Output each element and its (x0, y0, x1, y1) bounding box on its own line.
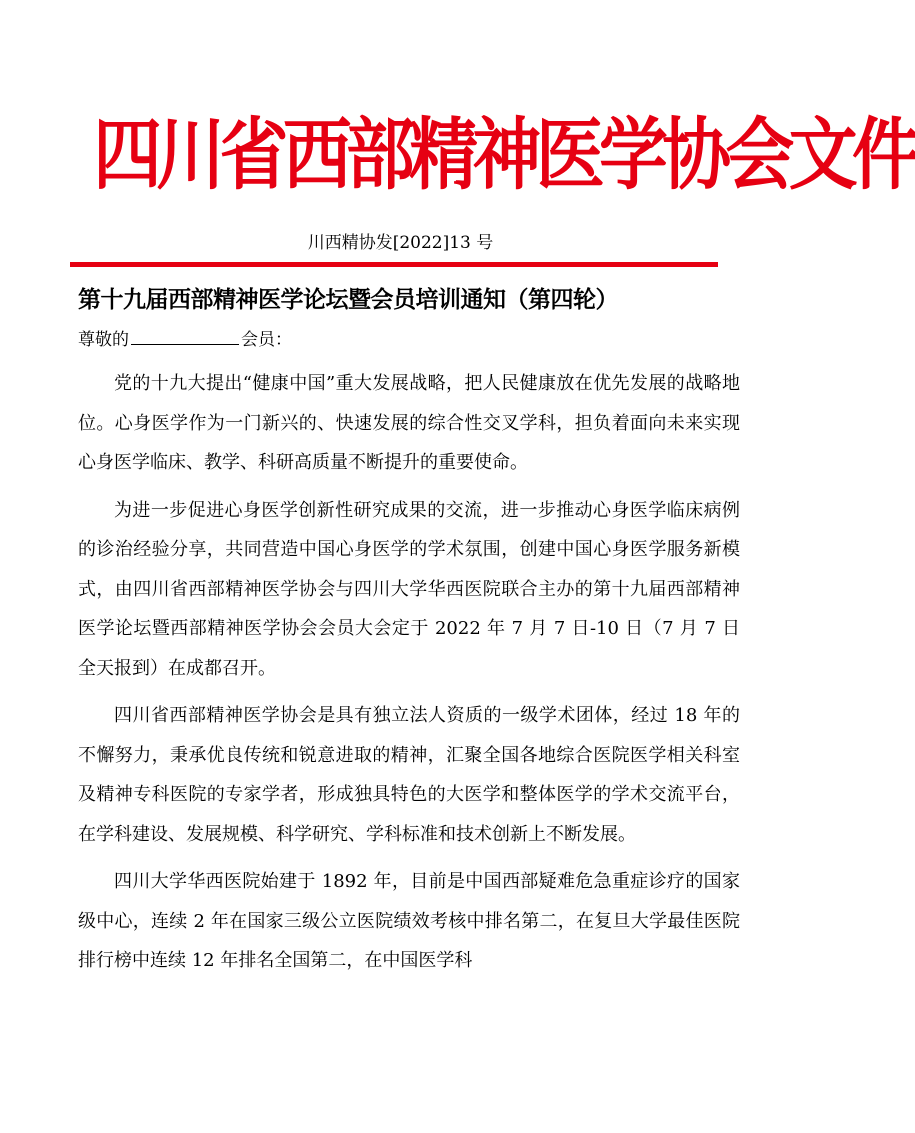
masthead-title: 四川省西部精神医学协会文件 (93, 109, 915, 201)
notice-body (78, 364, 740, 989)
greeting-prefix: 尊敬的 (78, 330, 129, 350)
greeting-line (78, 325, 292, 350)
body-paragraph: 党的十九大提出“健康中国”重大发展战略，把人民健康放在优先发展的战略地位。心身医学作为一门新兴的、快速发展的综合性交叉学科，担负着面向未来实现心身医学临床、教学、科研高质量不断提升的重要使命。 (78, 373, 740, 473)
red-divider (70, 262, 718, 267)
body-paragraph: 为进一步促进心身医学创新性研究成果的交流，进一步推动心身医学临床病例的诊治经验分享，共同营造中国心身医学的学术氛围，创建中国心身医学服务新模式，由四川省西部精神医学协会与四川大学华西医院联合主办的第十九届西部精神医学论坛暨西部精神医学协会会员大会定于 2022 年 7 月 7 日-10 日（7 月 7 日全天报到）在成都召开。 (78, 499, 740, 679)
body-paragraph: 四川大学华西医院始建于 1892 年，目前是中国西部疑难危急重症诊疗的国家级中心，连续 2 年在国家三级公立医院绩效考核中排名第二，在复旦大学最佳医院排行榜中连续 12 年排名全国第二，在中国医学科 (78, 871, 740, 971)
body-paragraph: 四川省西部精神医学协会是具有独立法人资质的一级学术团体，经过 18 年的不懈努力，秉承优良传统和锐意进取的精神，汇聚全国各地综合医院医学相关科室及精神专科医院的专家学者，形成独具特色的大医学和整体医学的学术交流平台，在学科建设、发展规模、科学研究、学科标准和技术创新上不断发展。 (78, 705, 740, 845)
document-number: 川西精协发[2022]13 号 (307, 233, 494, 253)
greeting-suffix: 会员： (241, 330, 292, 350)
member-name-blank (131, 330, 239, 345)
notice-title: 第十九届西部精神医学论坛暨会员培训通知（第四轮） (78, 287, 618, 313)
